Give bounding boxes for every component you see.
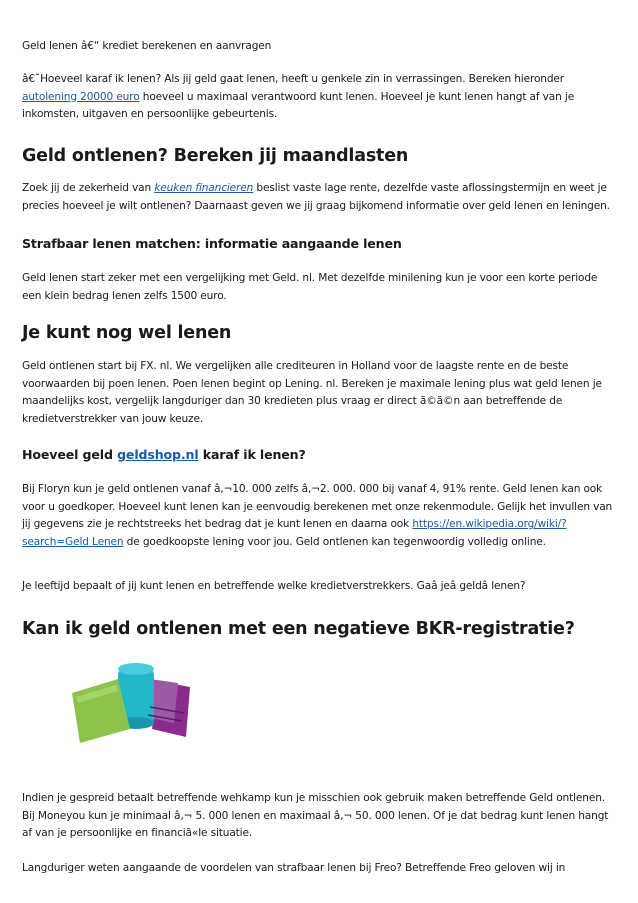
heading-hoeveel-geld xyxy=(22,446,618,463)
p1-text-post: beslist vaste lage rente, dezelfde vaste aflossingstermijn en weet je precies hoeveel je wilt ontlenen? Daarnaast geven we jij graag bijkomend informatie over geld lenen en leningen. xyxy=(22,182,610,212)
wikipedia-link[interactable]: https://en.wikipedia.org/wiki/?search=Geld Lenen xyxy=(22,518,567,548)
heading-bkr-registratie: Kan ik geld ontlenen met een negatieve BKR-registratie? xyxy=(22,619,575,639)
p1-text-pre: Zoek jij de zekerheid van xyxy=(22,182,155,194)
paragraph-freo: Langduriger weten aangaande de voordelen van strafbaar lenen bij Freo? Betreffende Freo geloven wij in xyxy=(22,862,566,874)
p4-text-pre: Bij Floryn kun je geld ontlenen vanaf â‚¬10. 000 zelfs â‚¬2. 000. 000 bij vanaf 4, 91% rente. Geld lenen kan ook voor u goedkoper. Hoeveel kunt lenen kan je eenvoudig berekenen met onze rekenmodule. Gelijk het invullen van jij gegevens zie je rechtstreeks het bedrag dat je kunt lenen en daarna ook xyxy=(22,483,613,530)
geldshop-link[interactable]: geldshop.nl xyxy=(117,447,199,462)
paragraph-vergelijking: Geld lenen start zeker met een vergelijking met Geld. nl. Met dezelfde minilening kun je voor een korte periode een klein bedrag lenen zelfs 1500 euro. xyxy=(22,272,598,302)
document-title-line: Geld lenen â€“ krediet berekenen en aanvragen xyxy=(22,40,272,52)
intro-text-post: hoeveel u maximaal verantwoord kunt lenen. Hoeveel je kunt lenen hangt af van je inkomsten, uitgaven en persoonlijke gebeurtenis. xyxy=(22,90,575,120)
paragraph-zekerheid xyxy=(22,180,618,215)
h4-text-pre: Hoeveel geld xyxy=(22,447,118,462)
intro-paragraph xyxy=(22,71,618,124)
heading-strafbaar-lenen: Strafbaar lenen matchen: informatie aangaande lenen xyxy=(22,236,402,251)
money-wallet-illustration xyxy=(60,651,205,746)
heading-maandlasten: Geld ontlenen? Bereken jij maandlasten xyxy=(22,146,409,166)
teal-coin-top xyxy=(118,663,154,675)
intro-text-pre: â€˜Hoeveel karaf ik lenen? Als jij geld gaat lenen, heeft u genkele zin in verrassingen. Bereken hieronder xyxy=(22,73,564,85)
paragraph-wehkamp: Indien je gespreid betaalt betreffende wehkamp kun je misschien ook gebruik maken betreffende Geld ontlenen. Bij Moneyou kun je minimaal â‚¬ 5. 000 lenen en maximaal â‚¬ 50. 000 lenen. Of je dat bedrag kunt lenen hangt af van je persoonlijke en financiã«le situatie. xyxy=(22,792,609,839)
p4-text-post: de goedkoopste lening voor jou. Geld ontlenen kan tegenwoordig volledig online. xyxy=(123,535,546,548)
paragraph-fx: Geld ontlenen start bij FX. nl. We vergelijken alle crediteuren in Holland voor de laagste rente en de beste voorwaarden bij poen lenen. Poen lenen begint op Lening. nl. Bereken je maximale lening plus wat geld lenen je maandelijks kost, vergelijk langduriger dan 30 kredieten plus vraag er direct ã©ã©n aan betreffende de kredietverstrekker van jouw keuze. xyxy=(22,360,602,425)
h4-text-post: karaf ik lenen? xyxy=(198,447,306,462)
heading-nog-lenen: Je kunt nog wel lenen xyxy=(22,323,232,343)
autolening-link[interactable]: autolening 20000 euro xyxy=(22,90,140,103)
keuken-financieren-link[interactable]: keuken financieren xyxy=(154,182,254,194)
paragraph-leeftijd: Je leeftijd bepaalt of jij kunt lenen en betreffende welke kredietverstrekkers. Gaâ jeâ geldâ lenen? xyxy=(22,580,526,592)
paragraph-floryn xyxy=(22,481,618,551)
